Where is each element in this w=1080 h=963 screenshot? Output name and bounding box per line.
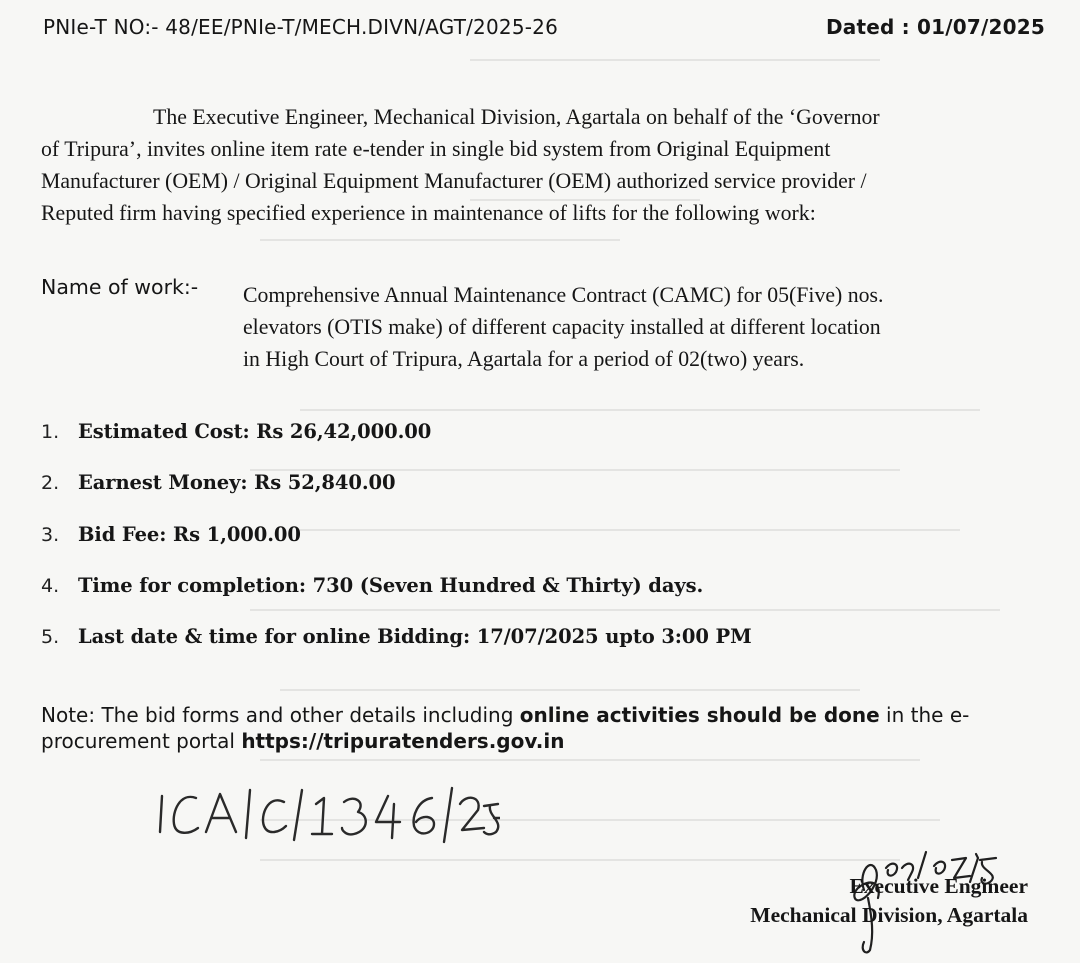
list-text: Estimated Cost: Rs 26,42,000.00 <box>78 420 432 443</box>
list-number: 1. <box>41 421 60 443</box>
intro-line: Reputed firm having specified experience in maintenance of lifts for the following work: <box>41 201 816 225</box>
list-number: 2. <box>41 472 60 494</box>
reference-number: PNIe-T NO:- 48/EE/PNIe-T/MECH.DIVN/AGT/2025-26 <box>43 15 559 39</box>
list-number: 5. <box>41 626 60 648</box>
intro-paragraph <box>41 101 1046 229</box>
signatory-block <box>750 872 1028 930</box>
list-number: 4. <box>41 575 60 597</box>
list-text: Time for completion: 730 (Seven Hundred & Thirty) days. <box>78 574 704 597</box>
signatory-office: Mechanical Division, Agartala <box>750 903 1028 927</box>
list-item-earnest-money <box>41 470 395 494</box>
document-date: Dated : 01/07/2025 <box>825 15 1045 39</box>
list-item-estimated-cost <box>41 419 431 443</box>
portal-url: https://tripuratenders.gov.in <box>241 729 565 753</box>
list-text: Last date & time for online Bidding: 17/07/2025 upto 3:00 PM <box>78 625 752 648</box>
note-paragraph <box>41 702 1041 754</box>
list-item-bid-fee <box>41 522 301 546</box>
signatory-title: Executive Engineer <box>849 874 1028 898</box>
work-line: in High Court of Tripura, Agartala for a period of 02(two) years. <box>243 347 805 371</box>
note-line-1: Note: The bid forms and other details including online activities should be done in the e- <box>41 703 970 727</box>
work-line: Comprehensive Annual Maintenance Contract (CAMC) for 05(Five) nos. <box>243 283 884 307</box>
list-item-last-date <box>41 624 752 648</box>
note-emphasis: online activities should be done <box>519 703 880 727</box>
list-number: 3. <box>41 524 60 546</box>
work-line: elevators (OTIS make) of different capacity installed at different location <box>243 315 881 339</box>
intro-line: The Executive Engineer, Mechanical Division, Agartala on behalf of the ‘Governor <box>153 105 880 129</box>
list-item-completion-time <box>41 573 703 597</box>
list-text: Earnest Money: Rs 52,840.00 <box>78 471 396 494</box>
list-text: Bid Fee: Rs 1,000.00 <box>78 523 301 546</box>
handwritten-reference-number <box>150 782 500 852</box>
name-of-work-label: Name of work:- <box>41 275 199 299</box>
intro-line: Manufacturer (OEM) / Original Equipment Manufacturer (OEM) authorized service provider / <box>41 169 867 193</box>
intro-line: of Tripura’, invites online item rate e-tender in single bid system from Original Equipment <box>41 137 831 161</box>
note-line-2: procurement portal https://tripuratenders.gov.in <box>41 729 565 753</box>
note-label: Note: <box>41 703 96 727</box>
name-of-work-description <box>243 279 1047 375</box>
